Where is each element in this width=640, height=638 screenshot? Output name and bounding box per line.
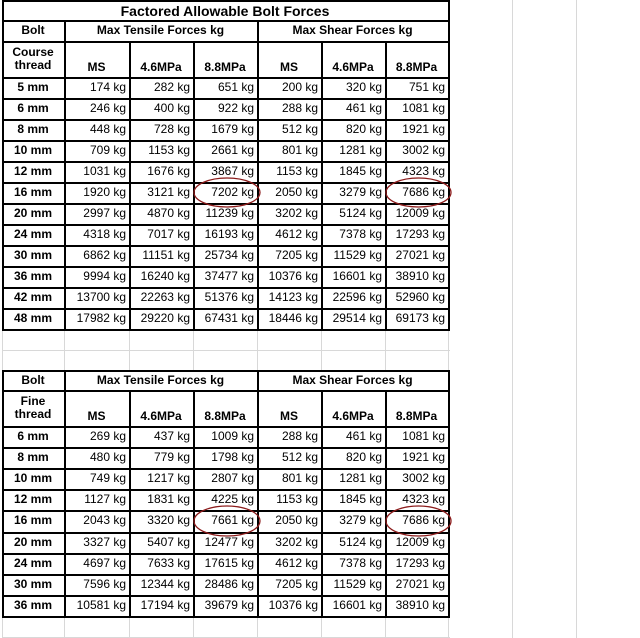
page-title: Factored Allowable Bolt Forces — [120, 2, 330, 19]
force-cell: 801 kg — [281, 470, 318, 485]
force-cell: 480 kg — [89, 449, 126, 464]
force-cell: 17982 kg — [76, 310, 126, 325]
force-cell: 12344 kg — [140, 576, 190, 591]
force-cell: 2050 kg — [275, 184, 318, 199]
force-cell: 7205 kg — [275, 247, 318, 262]
force-cell: 11239 kg — [205, 205, 254, 220]
grade-subheader: MS — [87, 59, 106, 74]
force-cell: 1920 kg — [83, 184, 126, 199]
force-cell: 461 kg — [345, 428, 382, 443]
force-cell: 4612 kg — [275, 555, 318, 570]
force-cell: 3279 kg — [339, 513, 382, 528]
thread-header-line: Course — [12, 44, 54, 59]
force-cell: 820 kg — [345, 449, 382, 464]
force-cell: 1153 kg — [148, 142, 190, 157]
force-cell: 3327 kg — [83, 534, 126, 549]
bolt-size-cell: 8 mm — [17, 449, 49, 464]
force-cell: 4870 kg — [147, 205, 190, 220]
force-cell: 269 kg — [89, 428, 126, 443]
force-cell: 4612 kg — [275, 226, 318, 241]
grade-subheader: 4.6MPa — [140, 408, 182, 423]
force-cell: 2661 kg — [211, 142, 254, 157]
bolt-size-cell: 12 mm — [13, 163, 53, 178]
force-cell: 29220 kg — [140, 310, 190, 325]
force-cell: 461 kg — [345, 100, 382, 115]
force-cell: 922 kg — [217, 100, 254, 115]
bolt-size-cell: 30 mm — [13, 247, 53, 262]
force-cell: 7661 kg — [211, 513, 254, 528]
bolt-size-cell: 10 mm — [13, 142, 53, 157]
bolt-size-cell: 10 mm — [13, 470, 53, 485]
shear-forces-header: Max Shear Forces kg — [292, 372, 413, 387]
bolt-header: Bolt — [21, 372, 45, 387]
force-cell: 1031 kg — [83, 163, 126, 178]
force-cell: 288 kg — [281, 100, 318, 115]
force-cell: 512 kg — [281, 449, 318, 464]
force-cell: 1921 kg — [402, 121, 445, 136]
force-cell: 3202 kg — [275, 205, 318, 220]
tensile-forces-header: Max Tensile Forces kg — [96, 372, 225, 387]
force-cell: 288 kg — [281, 428, 318, 443]
force-cell: 728 kg — [153, 121, 190, 136]
grade-subheader: 4.6MPa — [332, 59, 374, 74]
force-cell: 1081 kg — [402, 428, 445, 443]
force-cell: 1845 kg — [339, 491, 382, 506]
force-cell: 2997 kg — [83, 205, 126, 220]
grade-subheader: MS — [280, 59, 298, 74]
force-cell: 7202 kg — [211, 184, 254, 199]
force-cell: 282 kg — [153, 79, 190, 94]
bolt-size-cell: 24 mm — [13, 226, 53, 241]
force-cell: 69173 kg — [395, 310, 445, 325]
force-cell: 7017 kg — [147, 226, 190, 241]
grade-subheader: 4.6MPa — [332, 408, 374, 423]
bolt-size-cell: 30 mm — [13, 576, 53, 591]
circle-annotation — [194, 506, 260, 536]
force-cell: 1009 kg — [211, 428, 254, 443]
thread-header-line: thread — [14, 407, 52, 421]
force-cell: 1921 kg — [402, 449, 445, 464]
force-cell: 11529 kg — [333, 247, 382, 262]
bolt-size-cell: 5 mm — [17, 79, 49, 94]
bolt-size-cell: 24 mm — [13, 555, 53, 570]
force-cell: 16601 kg — [332, 268, 382, 283]
force-cell: 2043 kg — [83, 513, 126, 528]
force-cell: 7596 kg — [83, 576, 126, 591]
force-cell: 1281 kg — [339, 470, 382, 485]
force-cell: 1281 kg — [339, 142, 382, 157]
force-cell: 1127 kg — [84, 491, 126, 506]
force-cell: 1217 kg — [147, 470, 190, 485]
bolt-size-cell: 6 mm — [17, 428, 49, 443]
force-cell: 200 kg — [281, 79, 318, 94]
force-cell: 651 kg — [217, 79, 254, 94]
force-cell: 448 kg — [89, 121, 126, 136]
force-cell: 1081 kg — [402, 100, 445, 115]
force-cell: 4318 kg — [83, 226, 126, 241]
force-cell: 1798 kg — [211, 449, 254, 464]
force-cell: 7378 kg — [339, 555, 382, 570]
bolt-size-cell: 16 mm — [13, 184, 53, 199]
force-cell: 3320 kg — [147, 513, 190, 528]
force-cell: 1676 kg — [147, 163, 190, 178]
force-cell: 52960 kg — [395, 289, 445, 304]
force-cell: 400 kg — [153, 100, 190, 115]
force-cell: 28486 kg — [204, 576, 254, 591]
force-cell: 16240 kg — [140, 268, 190, 283]
force-cell: 22263 kg — [140, 289, 190, 304]
grade-subheader: 8.8MPa — [395, 408, 438, 423]
force-cell: 3279 kg — [339, 184, 382, 199]
force-cell: 5407 kg — [147, 534, 190, 549]
force-cell: 4323 kg — [402, 491, 445, 506]
force-cell: 1153 kg — [276, 491, 318, 506]
force-cell: 6862 kg — [83, 247, 126, 262]
circle-annotation — [194, 178, 260, 207]
force-cell: 7686 kg — [402, 184, 445, 199]
force-cell: 14123 kg — [268, 289, 318, 304]
force-cell: 749 kg — [89, 470, 126, 485]
force-cell: 3002 kg — [402, 142, 445, 157]
bolt-size-cell: 36 mm — [13, 268, 53, 283]
force-cell: 437 kg — [153, 428, 190, 443]
force-cell: 17194 kg — [140, 597, 190, 612]
bolt-size-cell: 20 mm — [13, 205, 53, 220]
force-cell: 801 kg — [281, 142, 318, 157]
grade-subheader: MS — [280, 408, 298, 423]
force-cell: 3867 kg — [211, 163, 254, 178]
force-cell: 5124 kg — [339, 205, 382, 220]
force-cell: 12477 kg — [204, 534, 254, 549]
grade-subheader: MS — [87, 408, 106, 423]
force-cell: 27021 kg — [395, 576, 445, 591]
force-cell: 2050 kg — [275, 513, 318, 528]
force-cell: 17293 kg — [395, 555, 445, 570]
force-cell: 3121 kg — [147, 184, 190, 199]
bolt-size-cell: 6 mm — [17, 100, 49, 115]
grade-subheader: 4.6MPa — [140, 59, 182, 74]
force-cell: 10376 kg — [268, 268, 318, 283]
force-cell: 7633 kg — [147, 555, 190, 570]
force-cell: 37477 kg — [204, 268, 254, 283]
force-cell: 11529 kg — [333, 576, 382, 591]
force-cell: 17293 kg — [395, 226, 445, 241]
force-cell: 27021 kg — [395, 247, 445, 262]
tensile-forces-header: Max Tensile Forces kg — [96, 23, 225, 38]
bolt-size-cell: 12 mm — [13, 491, 53, 506]
force-cell: 38910 kg — [395, 597, 445, 612]
force-cell: 1679 kg — [211, 121, 254, 136]
force-cell: 13700 kg — [76, 289, 126, 304]
force-cell: 18446 kg — [268, 310, 318, 325]
force-cell: 1153 kg — [276, 163, 318, 178]
force-cell: 16193 kg — [204, 226, 254, 241]
bolt-size-cell: 48 mm — [13, 310, 53, 325]
thread-header-line: Fine — [20, 393, 46, 408]
force-cell: 67431 kg — [204, 310, 254, 325]
force-cell: 38910 kg — [395, 268, 445, 283]
force-cell: 16601 kg — [332, 597, 382, 612]
force-cell: 4697 kg — [83, 555, 126, 570]
grade-subheader: 8.8MPa — [204, 59, 246, 74]
circle-annotation — [386, 506, 451, 536]
bolt-size-cell: 16 mm — [13, 513, 53, 528]
force-cell: 29514 kg — [332, 310, 382, 325]
force-cell: 17615 kg — [204, 555, 254, 570]
force-cell: 7378 kg — [339, 226, 382, 241]
bolt-size-cell: 42 mm — [13, 289, 53, 304]
force-cell: 779 kg — [153, 449, 190, 464]
force-cell: 7205 kg — [275, 576, 318, 591]
grade-subheader: 8.8MPa — [395, 59, 438, 74]
force-cell: 709 kg — [89, 142, 126, 157]
force-cell: 174 kg — [89, 79, 126, 94]
force-cell: 9994 kg — [83, 268, 126, 283]
force-cell: 2807 kg — [211, 470, 254, 485]
force-cell: 5124 kg — [339, 534, 382, 549]
force-cell: 751 kg — [408, 79, 445, 94]
force-cell: 512 kg — [281, 121, 318, 136]
force-cell: 320 kg — [345, 79, 382, 94]
force-cell: 22596 kg — [332, 289, 382, 304]
shear-forces-header: Max Shear Forces kg — [292, 23, 413, 38]
bolt-header: Bolt — [21, 23, 45, 38]
force-cell: 820 kg — [345, 121, 382, 136]
bolt-size-cell: 8 mm — [17, 121, 49, 136]
force-cell: 25734 kg — [204, 247, 254, 262]
bolt-size-cell: 20 mm — [13, 534, 53, 549]
force-cell: 1831 kg — [147, 491, 190, 506]
force-cell: 12009 kg — [395, 534, 445, 549]
force-cell: 10376 kg — [268, 597, 318, 612]
force-cell: 7686 kg — [402, 513, 445, 528]
force-cell: 3002 kg — [402, 470, 445, 485]
force-cell: 246 kg — [89, 100, 126, 115]
force-cell: 51376 kg — [204, 289, 254, 304]
force-cell: 3202 kg — [275, 534, 318, 549]
force-cell: 10581 kg — [76, 597, 126, 612]
thread-header-line: thread — [14, 58, 52, 72]
grade-subheader: 8.8MPa — [204, 408, 246, 423]
force-cell: 4225 kg — [211, 491, 254, 506]
force-cell: 11151 kg — [142, 247, 190, 262]
force-cell: 4323 kg — [402, 163, 445, 178]
force-cell: 39679 kg — [204, 597, 254, 612]
force-cell: 1845 kg — [339, 163, 382, 178]
circle-annotation — [386, 178, 451, 207]
bolt-size-cell: 36 mm — [13, 597, 53, 612]
force-cell: 12009 kg — [395, 205, 445, 220]
